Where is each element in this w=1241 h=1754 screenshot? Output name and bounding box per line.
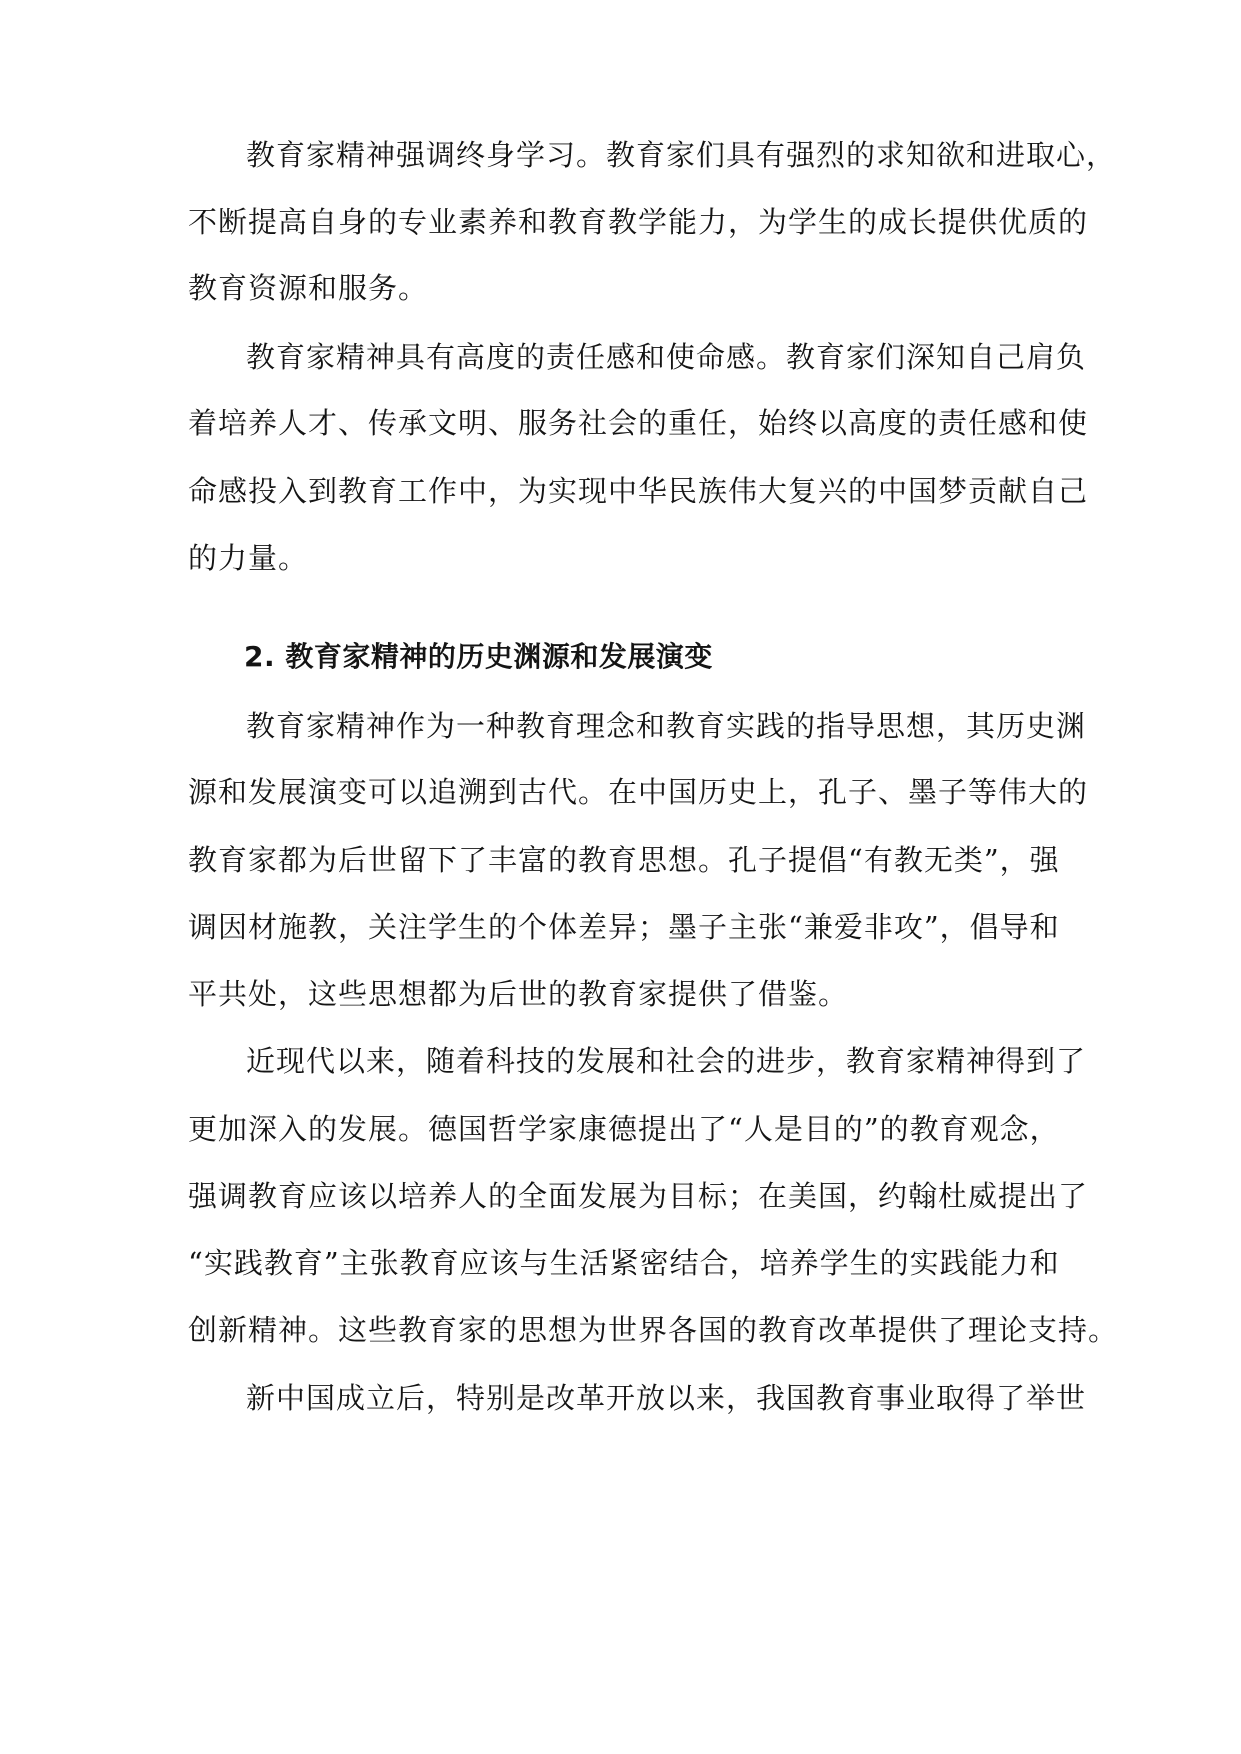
- text-line: 调因材施教，关注学生的个体差异；墨子主张“兼爱非攻”，倡导和: [188, 910, 1060, 944]
- text-line: 的力量。: [188, 541, 309, 575]
- text-line: 教育家精神作为一种教育理念和教育实践的指导思想，其历史渊: [246, 709, 1087, 743]
- text-line: 不断提高自身的专业素养和教育教学能力，为学生的成长提供优质的: [188, 205, 1089, 239]
- text-line: 命感投入到教育工作中，为实现中华民族伟大复兴的中国梦贡献自己: [188, 474, 1089, 508]
- text-line: 平共处，这些思想都为后世的教育家提供了借鉴。: [188, 977, 849, 1011]
- text-line: 强调教育应该以培养人的全面发展为目标；在美国，约翰杜威提出了: [188, 1179, 1089, 1213]
- text-line: “实践教育”主张教育应该与生活紧密结合，培养学生的实践能力和: [188, 1246, 1060, 1280]
- text-line: 教育资源和服务。: [188, 271, 429, 305]
- text-line: 教育家都为后世留下了丰富的教育思想。孔子提倡“有教无类”，强: [188, 843, 1060, 877]
- text-line: 源和发展演变可以追溯到古代。在中国历史上，孔子、墨子等伟大的: [188, 775, 1089, 809]
- text-line: 近现代以来，随着科技的发展和社会的进步，教育家精神得到了: [246, 1044, 1087, 1078]
- text-line: 着培养人才、传承文明、服务社会的重任，始终以高度的责任感和使: [188, 406, 1089, 440]
- text-line: 教育家精神强调终身学习。教育家们具有强烈的求知欲和进取心，: [246, 138, 1117, 172]
- section-heading: 2. 教育家精神的历史渊源和发展演变: [244, 640, 713, 673]
- text-line: 创新精神。这些教育家的思想为世界各国的教育改革提供了理论支持。: [188, 1313, 1119, 1347]
- text-line: 更加深入的发展。德国哲学家康德提出了“人是目的”的教育观念，: [188, 1112, 1060, 1146]
- text-line: 教育家精神具有高度的责任感和使命感。教育家们深知自己肩负: [246, 340, 1087, 374]
- text-line: 新中国成立后，特别是改革开放以来，我国教育事业取得了举世: [246, 1381, 1087, 1415]
